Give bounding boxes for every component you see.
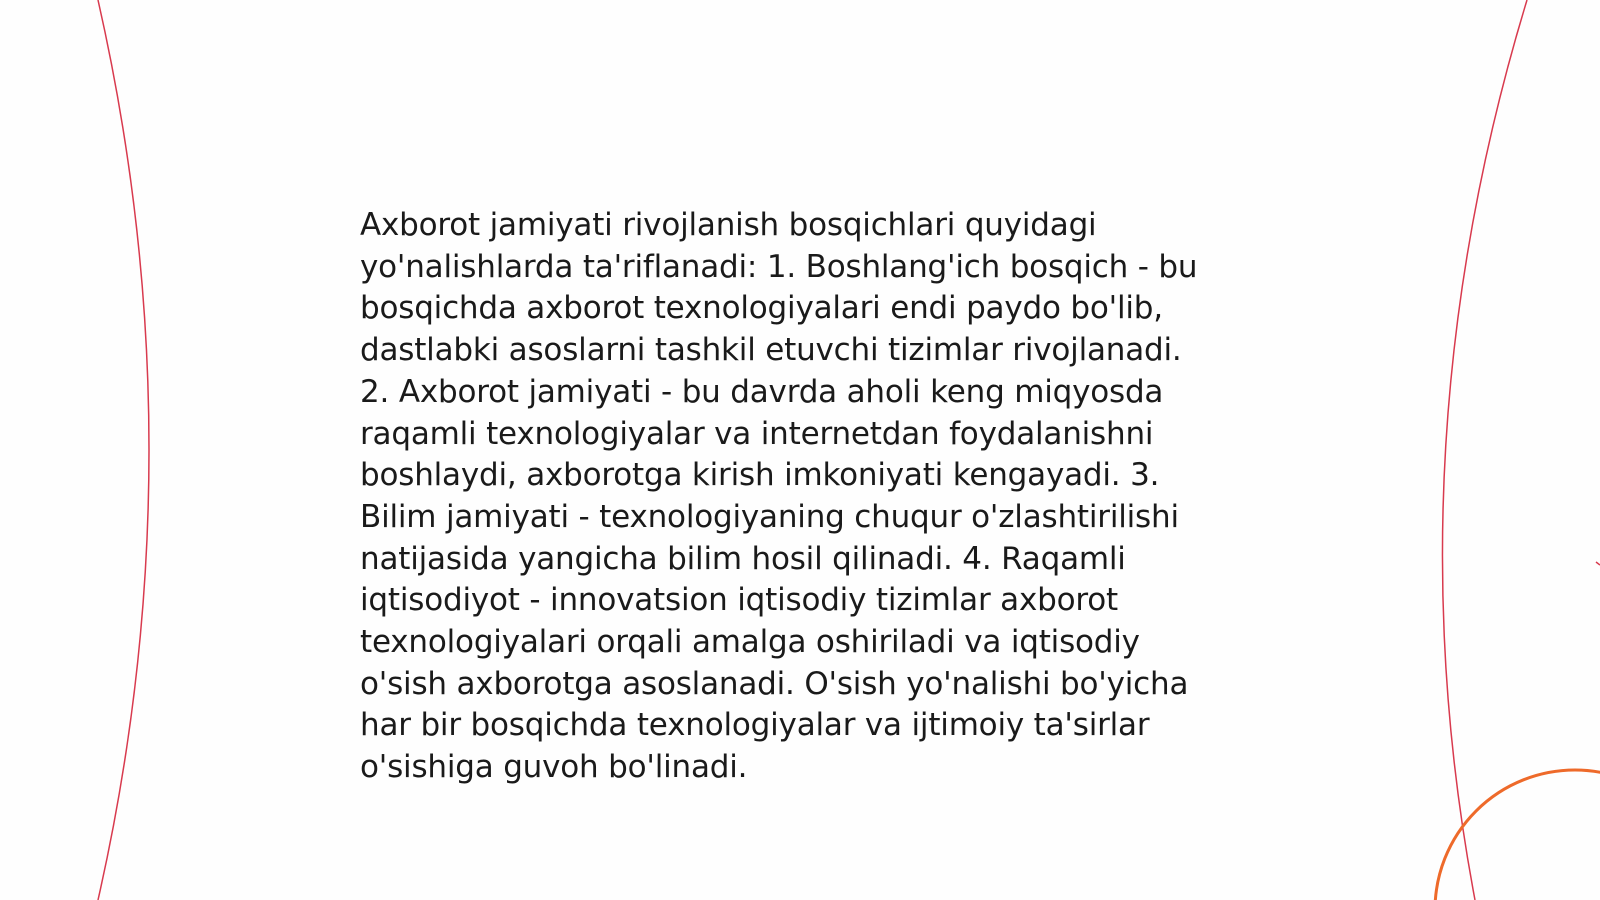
body-line: har bir bosqichda texnologiyalar va ijtimoiy ta'sirlar (360, 707, 1150, 744)
body-line: yo'nalishlarda ta'riflanadi: 1. Boshlang'ich bosqich - bu (360, 248, 1198, 285)
body-line: o'sishiga guvoh bo'linadi. (360, 749, 748, 786)
small-tick-decor (1596, 562, 1600, 565)
body-line: 2. Axborot jamiyati - bu davrda aholi keng miqyosda (360, 373, 1164, 410)
body-line: Axborot jamiyati rivojlanish bosqichlari quyidagi (360, 207, 1097, 243)
right-curve-line (1442, 0, 1527, 900)
body-line: boshlaydi, axborotga kirish imkoniyati kengayadi. 3. (360, 457, 1160, 494)
left-curve-line (98, 0, 149, 900)
body-line: texnologiyalari orqali amalga oshiriladi va iqtisodiy (360, 624, 1140, 661)
body-line: o'sish axborotga asoslanadi. O'sish yo'nalishi bo'yicha (360, 665, 1189, 702)
body-line: Bilim jamiyati - texnologiyaning chuqur o'zlashtirilishi (360, 498, 1179, 535)
body-line: iqtisodiyot - innovatsion iqtisodiy tizimlar axborot (360, 582, 1118, 619)
body-line: raqamli texnologiyalar va internetdan foydalanishni (360, 415, 1154, 452)
body-line: dastlabki asoslarni tashkil etuvchi tizimlar rivojlanadi. (360, 332, 1182, 369)
orange-circle-decor (1435, 770, 1600, 900)
body-line: natijasida yangicha bilim hosil qilinadi. 4. Raqamli (360, 540, 1126, 577)
body-text (360, 205, 1260, 789)
body-line: bosqichda axborot texnologiyalari endi paydo bo'lib, (360, 290, 1163, 327)
